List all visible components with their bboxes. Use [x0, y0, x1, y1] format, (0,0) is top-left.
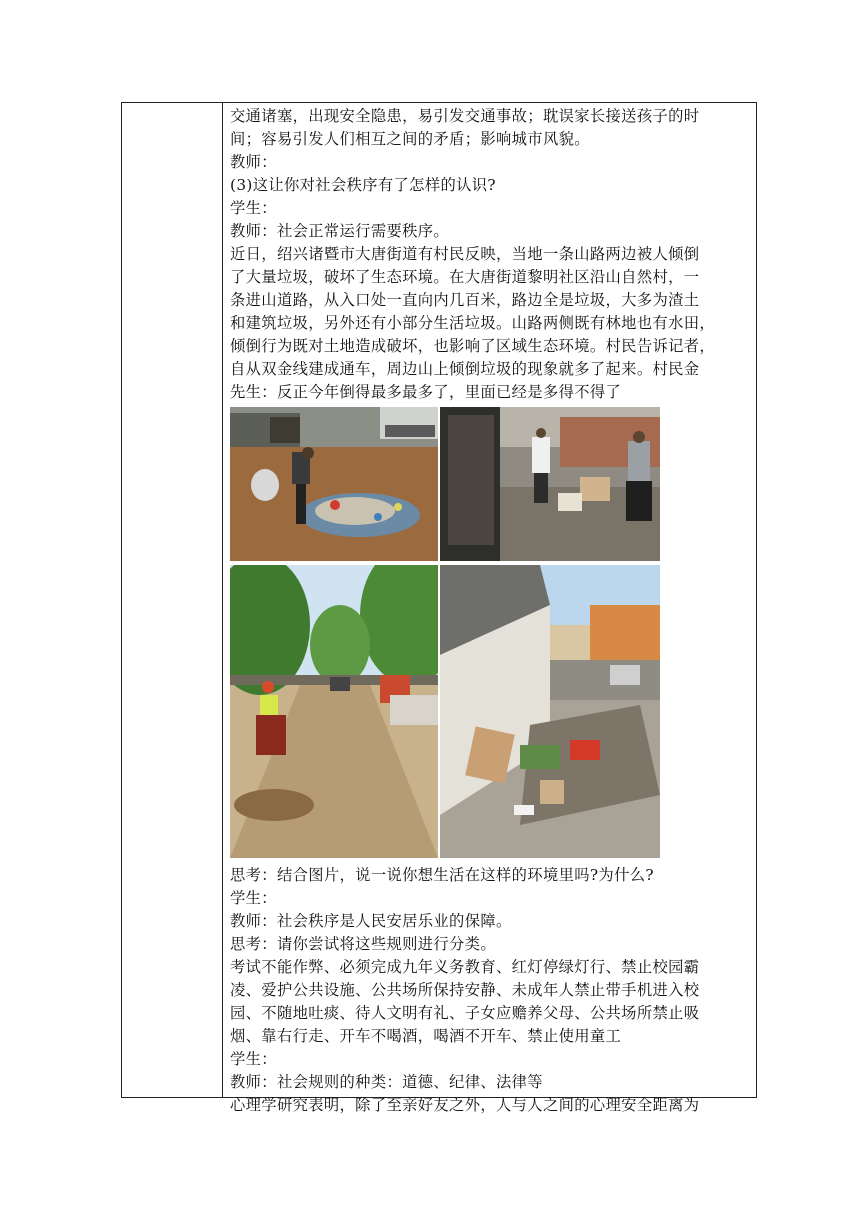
- text-line: 教师：社会正常运行需要秩序。: [230, 222, 450, 240]
- street-dirt-photo: [230, 565, 438, 858]
- text-line: 教师：: [230, 153, 277, 171]
- text-line: 考试不能作弊、必须完成九年义务教育、红灯停绿灯行、禁止校园霸: [230, 958, 700, 976]
- text-line: 学生：: [230, 199, 277, 217]
- text-line: 和建筑垃圾，另外还有小部分生活垃圾。山路两侧既有林地也有水田，: [230, 314, 716, 332]
- text-line: 思考：请你尝试将这些规则进行分类。: [230, 935, 496, 953]
- text-line: 近日，绍兴诸暨市大唐街道有村民反映，当地一条山路两边被人倾倒: [230, 245, 700, 263]
- text-line: 间；容易引发人们相互之间的矛盾；影响城市风貌。: [230, 130, 590, 148]
- text-line: (3)这让你对社会秩序有了怎样的认识?: [230, 176, 496, 194]
- text-line: 先生：反正今年倒得最多最多了，里面已经是多得不得了: [230, 383, 622, 401]
- lesson-table: [121, 102, 757, 1114]
- text-line: 园、不随地吐痰、待人文明有礼、子女应赡养父母、公共场所禁止吸: [230, 1004, 700, 1022]
- text-line: 教师：社会秩序是人民安居乐业的保障。: [230, 912, 512, 930]
- text-line: 条进山道路，从入口处一直向内几百米，路边全是垃圾，大多为渣土: [230, 291, 700, 309]
- text-line: 思考：结合图片，说一说你想生活在这样的环境里吗?为什么?: [230, 866, 654, 884]
- text-line: 心理学研究表明，除了至亲好友之外，人与人之间的心理安全距离为: [230, 1096, 700, 1114]
- table-left-column: [122, 103, 223, 1097]
- text-line: 交通诸塞，出现安全隐患，易引发交通事故；耽误家长接送孩子的时: [230, 107, 700, 125]
- wall-garbage-photo: [440, 565, 660, 858]
- debris-workers-photo: [440, 407, 660, 561]
- text-line: 自从双金线建成通车，周边山上倾倒垃圾的现象就多了起来。村民金: [230, 360, 700, 378]
- photo-collage: [230, 406, 660, 858]
- text-line: 凌、爱护公共设施、公共场所保持安静、未成年人禁止带手机进入校: [230, 981, 700, 999]
- garbage-field-photo: [230, 407, 438, 561]
- text-line: 教师：社会规则的种类：道德、纪律、法律等: [230, 1073, 543, 1091]
- text-line: 了大量垃圾，破坏了生态环境。在大唐街道黎明社区沿山自然村，一: [230, 268, 700, 286]
- text-line: 烟、靠右行走、开车不喝酒，喝酒不开车、禁止使用童工: [230, 1027, 622, 1045]
- text-line: 倾倒行为既对土地造成破坏，也影响了区域生态环境。村民告诉记者，: [230, 337, 716, 355]
- text-line: 学生：: [230, 1050, 277, 1068]
- text-line: 学生：: [230, 889, 277, 907]
- table-content-cell: [230, 105, 752, 1117]
